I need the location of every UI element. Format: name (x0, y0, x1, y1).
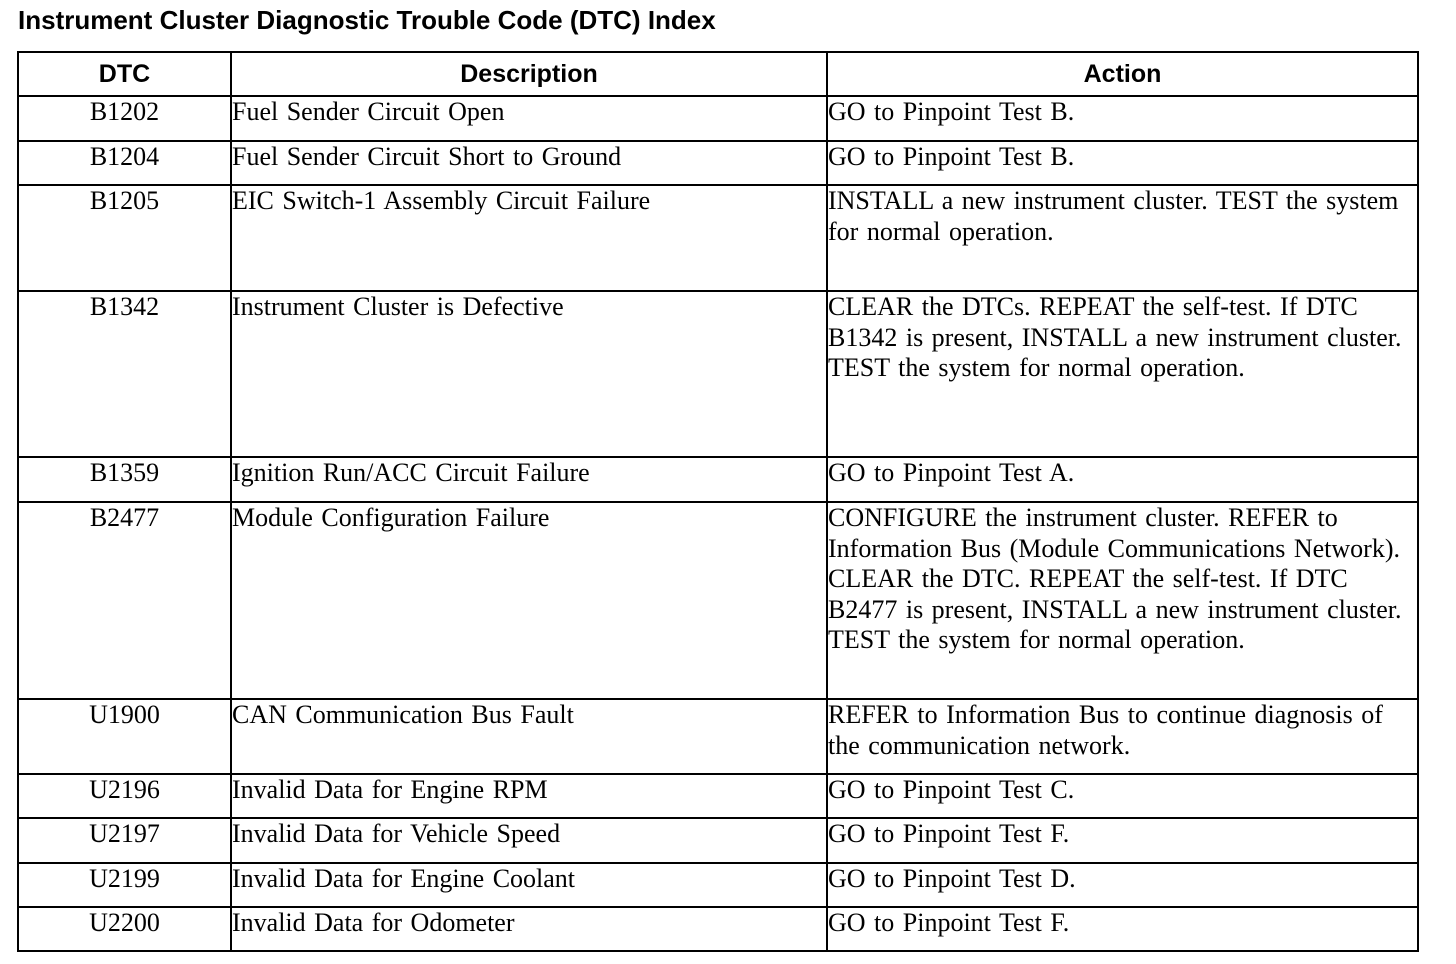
dtc-code-cell: B1342 (18, 291, 231, 457)
table-row (18, 185, 1418, 291)
dtc-code-cell: B1359 (18, 457, 231, 502)
description-cell: Fuel Sender Circuit Short to Ground (231, 141, 827, 185)
table-header-row (18, 52, 1418, 96)
action-cell: GO to Pinpoint Test F. (827, 907, 1418, 951)
dtc-code-cell: U2199 (18, 863, 231, 907)
action-cell: GO to Pinpoint Test C. (827, 774, 1418, 818)
action-cell: REFER to Information Bus to continue diagnosis of the communication network. (827, 699, 1418, 774)
table-row (18, 96, 1418, 141)
dtc-code-cell: B1202 (18, 96, 231, 141)
action-cell: INSTALL a new instrument cluster. TEST the system for normal operation. (827, 185, 1418, 291)
description-cell: Instrument Cluster is Defective (231, 291, 827, 457)
column-header-dtc: DTC (18, 52, 231, 96)
table-row (18, 818, 1418, 863)
page-title: Instrument Cluster Diagnostic Trouble Code (DTC) Index (18, 5, 716, 35)
column-header-description: Description (231, 52, 827, 96)
dtc-code-cell: B2477 (18, 502, 231, 699)
description-cell: Invalid Data for Odometer (231, 907, 827, 951)
dtc-code-cell: B1205 (18, 185, 231, 291)
description-cell: Fuel Sender Circuit Open (231, 96, 827, 141)
table-row (18, 699, 1418, 774)
table-row (18, 141, 1418, 185)
action-cell: GO to Pinpoint Test B. (827, 141, 1418, 185)
description-cell: Ignition Run/ACC Circuit Failure (231, 457, 827, 502)
table-row (18, 291, 1418, 457)
description-cell: Module Configuration Failure (231, 502, 827, 699)
dtc-code-cell: U2200 (18, 907, 231, 951)
table-row (18, 907, 1418, 951)
table-row (18, 457, 1418, 502)
dtc-code-cell: U2197 (18, 818, 231, 863)
column-header-action: Action (827, 52, 1418, 96)
table-row (18, 502, 1418, 699)
action-cell: GO to Pinpoint Test B. (827, 96, 1418, 141)
dtc-code-cell: U1900 (18, 699, 231, 774)
action-cell: CLEAR the DTCs. REPEAT the self-test. If DTC B1342 is present, INSTALL a new instrument cluster. TEST the system for normal operation. (827, 291, 1418, 457)
description-cell: Invalid Data for Engine RPM (231, 774, 827, 818)
action-cell: GO to Pinpoint Test D. (827, 863, 1418, 907)
table-row (18, 774, 1418, 818)
description-cell: EIC Switch-1 Assembly Circuit Failure (231, 185, 827, 291)
dtc-index-table (17, 51, 1419, 952)
action-cell: GO to Pinpoint Test A. (827, 457, 1418, 502)
description-cell: Invalid Data for Engine Coolant (231, 863, 827, 907)
dtc-code-cell: U2196 (18, 774, 231, 818)
dtc-code-cell: B1204 (18, 141, 231, 185)
action-cell: GO to Pinpoint Test F. (827, 818, 1418, 863)
table-row (18, 863, 1418, 907)
description-cell: Invalid Data for Vehicle Speed (231, 818, 827, 863)
description-cell: CAN Communication Bus Fault (231, 699, 827, 774)
action-cell: CONFIGURE the instrument cluster. REFER to Information Bus (Module Communications Network). CLEAR the DTC. REPEAT the self-test. If DTC B2477 is present, INSTALL a new instrument cluster. TEST the system for normal operation. (827, 502, 1418, 699)
